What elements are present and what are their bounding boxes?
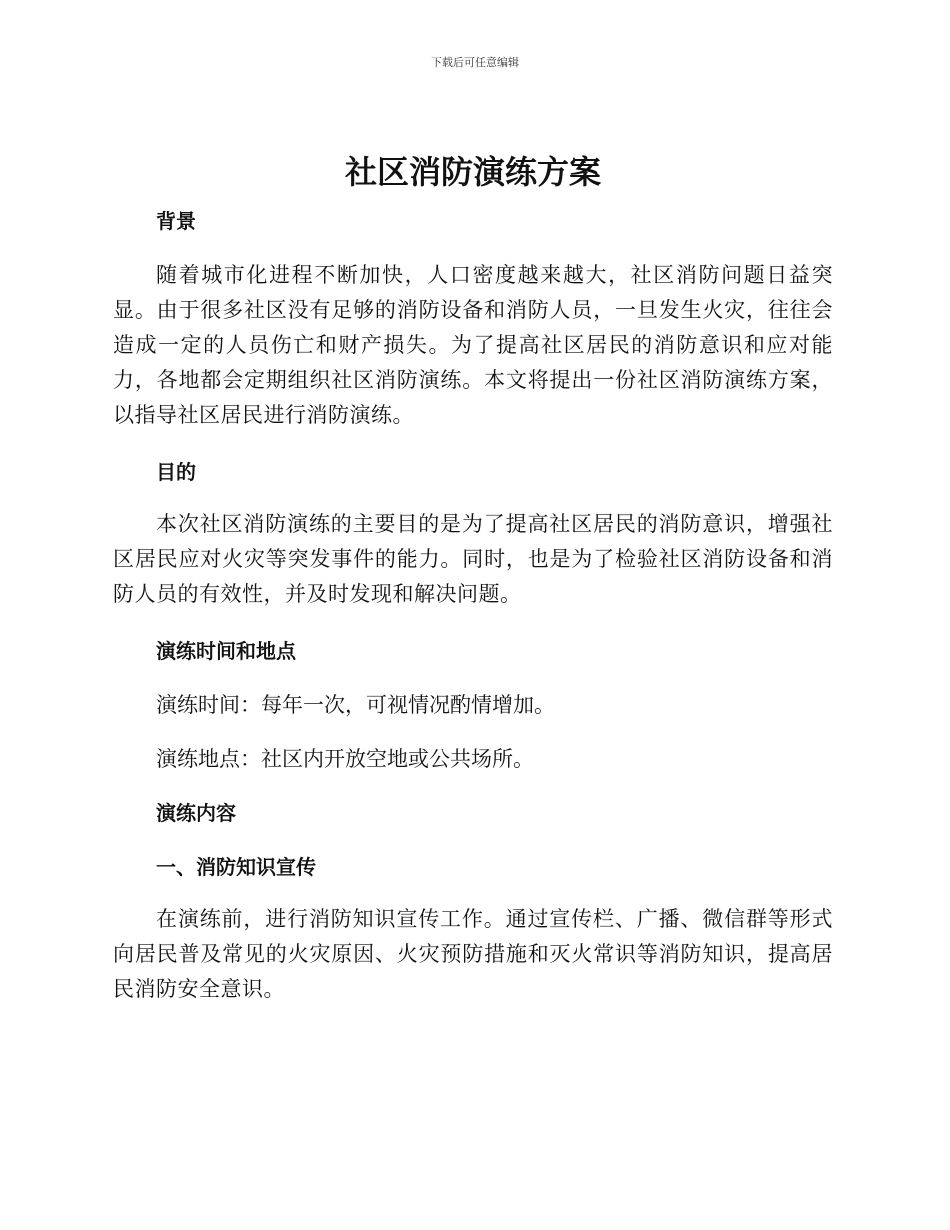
paragraph-background: 随着城市化进程不断加快，人口密度越来越大，社区消防问题日益突显。由于很多社区没有足够的消防设备和消防人员，一旦发生火灾，往往会造成一定的人员伤亡和财产损失。为了提高社区居民的消防意识和应对能力，各地都会定期组织社区消防演练。本文将提出一份社区消防演练方案，以指导社区居民进行消防演练。 bbox=[113, 263, 833, 427]
header-note: 下载后可任意编辑 bbox=[431, 56, 519, 69]
paragraph-purpose: 本次社区消防演练的主要目的是为了提高社区居民的消防意识，增强社区居民应对火灾等突发事件的能力。同时，也是为了检验社区消防设备和消防人员的有效性，并及时发现和解决问题。 bbox=[113, 512, 833, 606]
document-body bbox=[113, 150, 833, 1007]
subheading-fire-knowledge: 一、消防知识宣传 bbox=[156, 855, 316, 879]
line-drill-time: 演练时间：每年一次，可视情况酌情增加。 bbox=[156, 693, 555, 717]
heading-purpose: 目的 bbox=[156, 460, 196, 484]
heading-content: 演练内容 bbox=[156, 801, 236, 825]
line-drill-place: 演练地点：社区内开放空地或公共场所。 bbox=[156, 747, 534, 771]
heading-time-place: 演练时间和地点 bbox=[156, 639, 296, 663]
document-title: 社区消防演练方案 bbox=[344, 153, 601, 191]
heading-background: 背景 bbox=[156, 209, 196, 233]
paragraph-fire-knowledge: 在演练前，进行消防知识宣传工作。通过宣传栏、广播、微信群等形式向居民普及常见的火灾原因、火灾预防措施和灭火常识等消防知识，提高居民消防安全意识。 bbox=[113, 907, 833, 1001]
